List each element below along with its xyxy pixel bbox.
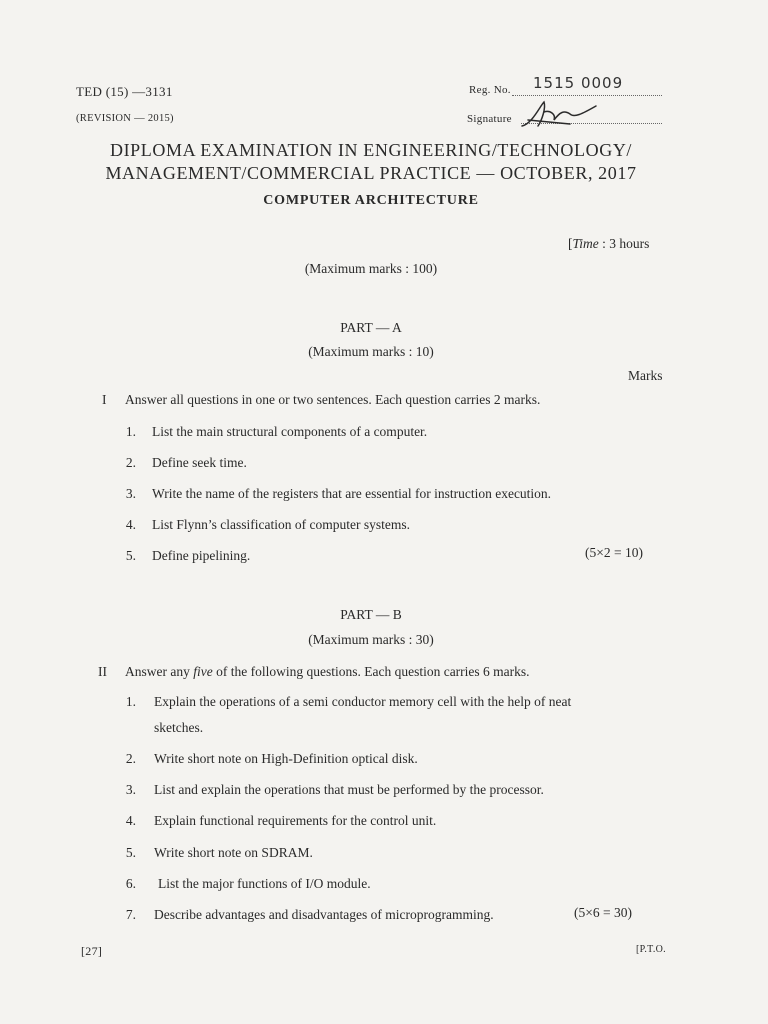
- handwritten-signature: [510, 100, 600, 136]
- question-number: 2.: [125, 751, 136, 766]
- reg-no-value: 1515 0009: [533, 74, 624, 92]
- part-b-title: PART — B: [340, 607, 402, 622]
- part-b-total-marks: (5×6 = 30): [574, 905, 632, 920]
- reg-no-line: [512, 94, 662, 96]
- instruction-emphasis: five: [193, 664, 213, 679]
- exam-title-line-2: MANAGEMENT/COMMERCIAL PRACTICE — OCTOBER, 2017: [105, 163, 637, 183]
- question-text: Write the name of the registers that are essential for instruction execution.: [152, 486, 552, 501]
- page-code: [27]: [81, 944, 103, 958]
- question-text-continued: sketches.: [154, 720, 204, 735]
- part-b-roman: II: [98, 664, 107, 679]
- subject-title: COMPUTER ARCHITECTURE: [263, 193, 479, 208]
- part-a-max-marks: (Maximum marks : 10): [308, 344, 434, 359]
- part-a-title: PART — A: [340, 320, 402, 335]
- signature-label: Signature: [467, 113, 512, 125]
- question-number: 1.: [125, 424, 136, 439]
- question-text: Describe advantages and disadvantages of microprogramming.: [154, 907, 494, 922]
- part-a-total-marks: (5×2 = 10): [585, 545, 643, 560]
- question-number: 4.: [125, 517, 136, 532]
- time-value: : 3 hours: [598, 236, 650, 251]
- question-text: Define seek time.: [152, 455, 247, 470]
- revision: (REVISION — 2015): [76, 113, 174, 124]
- question-number: 6.: [125, 876, 136, 891]
- question-text: Define pipelining.: [152, 548, 251, 563]
- question-number: 3.: [125, 486, 136, 501]
- question-number: 1.: [125, 694, 136, 709]
- time-allowed: [Time : 3 hours: [568, 236, 650, 251]
- question-number: 5.: [125, 548, 136, 563]
- question-text: Explain the operations of a semi conductor memory cell with the help of neat: [154, 694, 572, 709]
- time-label: Time: [572, 236, 599, 251]
- reg-no-label: Reg. No.: [469, 84, 511, 96]
- exam-title-line-1: DIPLOMA EXAMINATION IN ENGINEERING/TECHNOLOGY/: [109, 140, 633, 160]
- question-text: Write short note on High-Definition optical disk.: [154, 751, 418, 766]
- question-number: 4.: [125, 813, 136, 828]
- please-turn-over: [P.T.O.: [636, 944, 666, 955]
- part-a-instruction: Answer all questions in one or two sentences. Each question carries 2 marks.: [125, 392, 541, 407]
- question-text: List the major functions of I/O module.: [158, 876, 371, 891]
- question-number: 7.: [125, 907, 136, 922]
- question-number: 3.: [125, 782, 136, 797]
- question-text: List the main structural components of a computer.: [152, 424, 428, 439]
- instruction-pre: Answer any: [125, 664, 194, 679]
- question-text: List and explain the operations that must be performed by the processor.: [154, 782, 544, 797]
- part-a-roman: I: [102, 392, 107, 407]
- part-b-max-marks: (Maximum marks : 30): [308, 632, 434, 647]
- marks-column-label: Marks: [628, 368, 663, 383]
- question-number: 2.: [125, 455, 136, 470]
- paper-code: TED (15) —3131: [76, 84, 173, 99]
- instruction-post: of the following questions. Each question carries 6 marks.: [212, 664, 530, 679]
- maximum-marks: (Maximum marks : 100): [304, 261, 438, 276]
- question-text: Write short note on SDRAM.: [154, 845, 313, 860]
- question-text: List Flynn’s classification of computer systems.: [152, 517, 410, 532]
- question-number: 5.: [125, 845, 136, 860]
- question-text: Explain functional requirements for the control unit.: [154, 813, 437, 828]
- part-b-instruction: [125, 664, 530, 680]
